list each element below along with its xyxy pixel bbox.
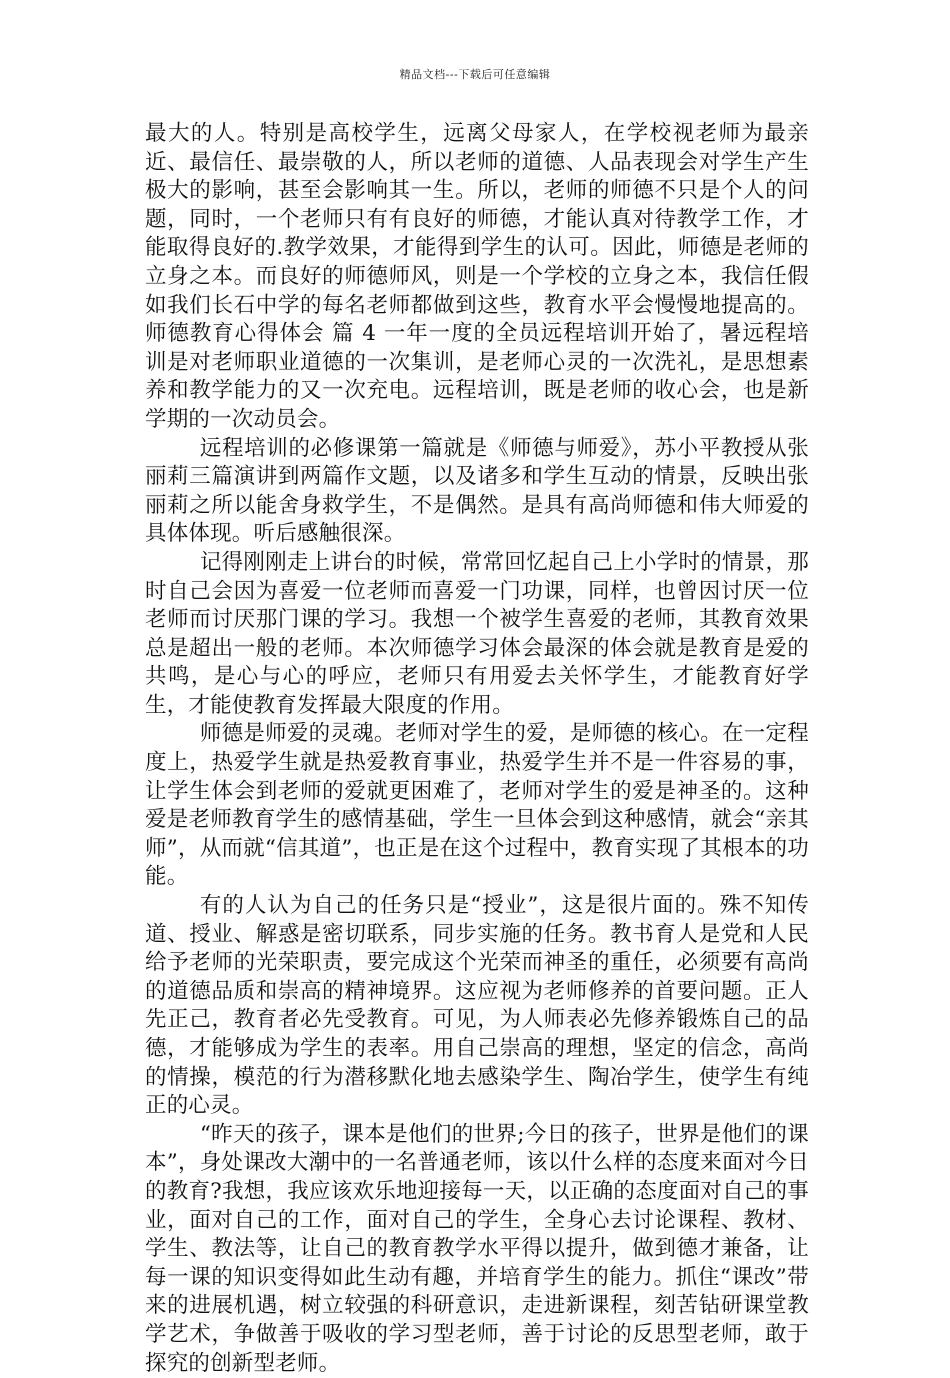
page-header: 精品文档---下载后可任意编辑 — [399, 68, 551, 81]
paragraph-6: “昨天的孩子，课本是他们的世界;今日的孩子，世界是他们的课本”，身处课改大潮中的一名普通老师，该以什么样的态度来面对今日的教育?我想，我应该欢乐地迎接每一天，以正确的态度面对自己的事业，面对自己的工作，面对自己的学生，全身心去讨论课程、教材、学生、教法等，让自己的教育教学水平得以提升，做到德才兼备，让每一课的知识变得如此生动有趣，并培育学生的能力。抓住“课改”带来的进展机遇，树立较强的科研意识，走进新课程，刻苦钻研课堂教学艺术，争做善于吸收的学习型老师，善于讨论的反思型老师，敢于探究的创新型老师。 — [145, 1121, 809, 1376]
paragraph-3: 记得刚刚走上讲台的时候，常常回忆起自己上小学时的情景，那时自己会因为喜爱一位老师而喜爱一门功课，同样，也曾因讨厌一位老师而讨厌那门课的学习。我想一个被学生喜爱的老师，其教育效果总是超出一般的老师。本次师德学习体会最深的体会就是教育是爱的共鸣，是心与心的呼应，老师只有用爱去关怀学生，才能教育好学生，才能使教育发挥最大限度的作用。 — [145, 549, 809, 718]
paragraph-1: 最大的人。特别是高校学生，远离父母家人，在学校视老师为最亲近、最信任、最崇敬的人，所以老师的道德、人品表现会对学生产生极大的影响，甚至会影响其一生。所以，老师的师德不只是个人的问题，同时，一个老师只有有良好的师德，才能认真对待教学工作，才能取得良好的.教学效果，才能得到学生的认可。因此，师德是老师的立身之本。而良好的师德师风，则是一个学校的立身之本，我信任假如我们长石中学的每名老师都做到这些，教育水平会慢慢地提高的。师德教育心得体会 篇 4 一年一度的全员远程培训开始了，暑远程培训是对老师职业道德的一次集训，是老师心灵的一次洗礼，是思想素养和教学能力的又一次充电。远程培训，既是老师的收心会，也是新学期的一次动员会。 — [145, 121, 809, 432]
document-body — [145, 120, 809, 1378]
paragraph-2: 远程培训的必修课第一篇就是《师德与师爱》，苏小平教授从张丽莉三篇演讲到两篇作文题，以及诸多和学生互动的情景，反映出张丽莉之所以能舍身救学生，不是偶然。是具有高尚师德和伟大师爱的具体体现。听后感触很深。 — [145, 435, 809, 547]
paragraph-4: 师德是师爱的灵魂。老师对学生的爱，是师德的核心。在一定程度上，热爱学生就是热爱教育事业，热爱学生并不是一件容易的事，让学生体会到老师的爱就更困难了，老师对学生的爱是神圣的。这种爱是老师教育学生的感情基础，学生一旦体会到这种感情，就会“亲其师”，从而就“信其道”，也正是在这个过程中，教育实现了其根本的功能。 — [145, 721, 809, 890]
paragraph-5: 有的人认为自己的任务只是“授业”，这是很片面的。殊不知传道、授业、解惑是密切联系，同步实施的任务。教书育人是党和人民给予老师的光荣职责，要完成这个光荣而神圣的重任，必须要有高尚的道德品质和崇高的精神境界。这应视为老师修养的首要问题。正人先正己，教育者必先受教育。可见，为人师表必先修养锻炼自己的品德，才能够成为学生的表率。用自己崇高的理想，坚定的信念，高尚的情操，模范的行为潜移默化地去感染学生、陶冶学生，使学生有纯正的心灵。 — [145, 893, 809, 1119]
